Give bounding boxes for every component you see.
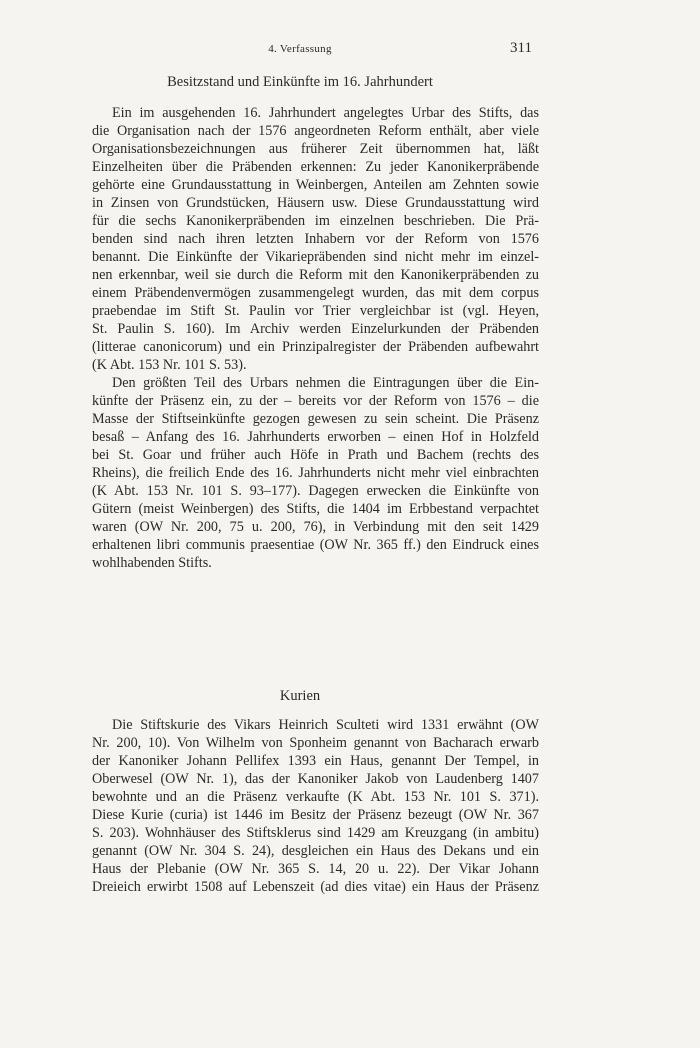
text-line: Gütern (meist Weinbergen) des Stifts, die 1404 im Erbbestand verpachtet (92, 501, 539, 517)
text-line: der Kanoniker Johann Pellifex 1393 ein Haus, genannt Der Tempel, in (92, 753, 539, 769)
page-number: 311 (510, 40, 532, 56)
chapter-title: 4. Verfassung (268, 43, 332, 55)
text-line: Dreieich erwirbt 1508 auf Lebenszeit (ad dies vitae) ein Haus der Präsenz (92, 879, 539, 895)
text-line: St. Paulin S. 160). Im Archiv werden Einzelurkunden der Präbenden (92, 321, 539, 337)
text-line: waren (OW Nr. 200, 75 u. 200, 76), in Verbindung mit den seit 1429 (92, 519, 539, 535)
text-line: gehörte eine Grundausstattung in Weinbergen, Anteilen am Zehnten sowie (92, 177, 539, 193)
text-line: S. 203). Wohnhäuser des Stiftsklerus sind 1429 am Kreuzgang (in ambitu) (92, 825, 539, 841)
text-line: Diese Kurie (curia) ist 1446 im Besitz der Präsenz bezeugt (OW Nr. 367 (92, 807, 539, 823)
text-line: für die sechs Kanonikerpräbenden im einzelnen beschrieben. Die Prä- (92, 213, 539, 229)
text-line: Nr. 200, 10). Von Wilhelm von Sponheim genannt von Bacharach erwarb (92, 735, 539, 751)
text-line: erhaltenen libri communis praesentiae (OW Nr. 365 ff.) den Eindruck eines (92, 537, 539, 553)
text-line: die Organisation nach der 1576 angeordneten Reform enthält, aber viele (92, 123, 539, 139)
section-heading-kurien: Kurien (279, 688, 321, 704)
text-line: Ein im ausgehenden 16. Jahrhundert angelegtes Urbar des Stifts, das (112, 105, 539, 121)
text-line: praebendae im Stift St. Paulin vor Trier vergleichbar ist (vgl. Heyen, (92, 303, 539, 319)
text-line: in Zinsen von Grundstücken, Häusern usw. Diese Grundausstattung wird (92, 195, 539, 211)
text-line: einem Präbendenvermögen zusammengelegt wurden, das mit dem corpus (92, 285, 539, 301)
text-line: bei St. Goar und früher auch Höfe in Prath und Bachem (rechts des (92, 447, 539, 463)
text-line: (litterae canonicorum) und ein Prinzipalregister der Präbenden aufbewahrt (92, 339, 539, 355)
text-line: Haus der Plebanie (OW Nr. 365 S. 14, 20 u. 22). Der Vikar Johann (92, 861, 539, 877)
text-line: Masse der Stiftseinkünfte gezogen gewesen zu sein scheint. Die Präsenz (92, 411, 539, 427)
text-line: Oberwesel (OW Nr. 1), das der Kanoniker Jakob von Laudenberg 1407 (92, 771, 539, 787)
text-line: (K Abt. 153 Nr. 101 S. 53). (92, 357, 247, 373)
text-line: Einzelheiten über die Präbenden erkennen: Zu jeder Kanonikerpräbende (92, 159, 539, 175)
text-line: nen erkennbar, weil sie durch die Reform mit den Kanonikerpräbenden zu (92, 267, 539, 283)
text-line: Den größten Teil des Urbars nehmen die Eintragungen über die Ein- (112, 375, 539, 391)
text-line: benden sind nach ihren letzten Inhabern vor der Reform von 1576 (92, 231, 539, 247)
text-line: Rheins), die freilich Ende des 16. Jahrhunderts nicht mehr viel einbrachten (92, 465, 539, 481)
text-line: Die Stiftskurie des Vikars Heinrich Sculteti wird 1331 erwähnt (OW (112, 717, 539, 733)
text-line: wohlhabenden Stifts. (92, 555, 212, 571)
running-head (0, 38, 700, 58)
text-line: (K Abt. 153 Nr. 101 S. 93–177). Dagegen erwecken die Einkünfte von (92, 483, 539, 499)
text-line: künfte der Präsenz ein, zu der – bereits vor der Reform von 1576 – die (92, 393, 539, 409)
text-line: benannt. Die Einkünfte der Vikariepräbenden sind nicht mehr im einzel- (92, 249, 539, 265)
section-heading-besitzstand: Besitzstand und Einkünfte im 16. Jahrhundert (167, 74, 433, 90)
text-line: Organisationsbezeichnungen aus früherer Zeit übernommen hat, läßt (92, 141, 539, 157)
text-line: genannt (OW Nr. 304 S. 24), desgleichen ein Haus des Dekans und ein (92, 843, 539, 859)
text-line: besaß – Anfang des 16. Jahrhunderts erworben – einen Hof in Holzfeld (92, 429, 539, 445)
text-line: bewohnte und an die Präsenz verkaufte (K Abt. 153 Nr. 101 S. 371). (92, 789, 539, 805)
